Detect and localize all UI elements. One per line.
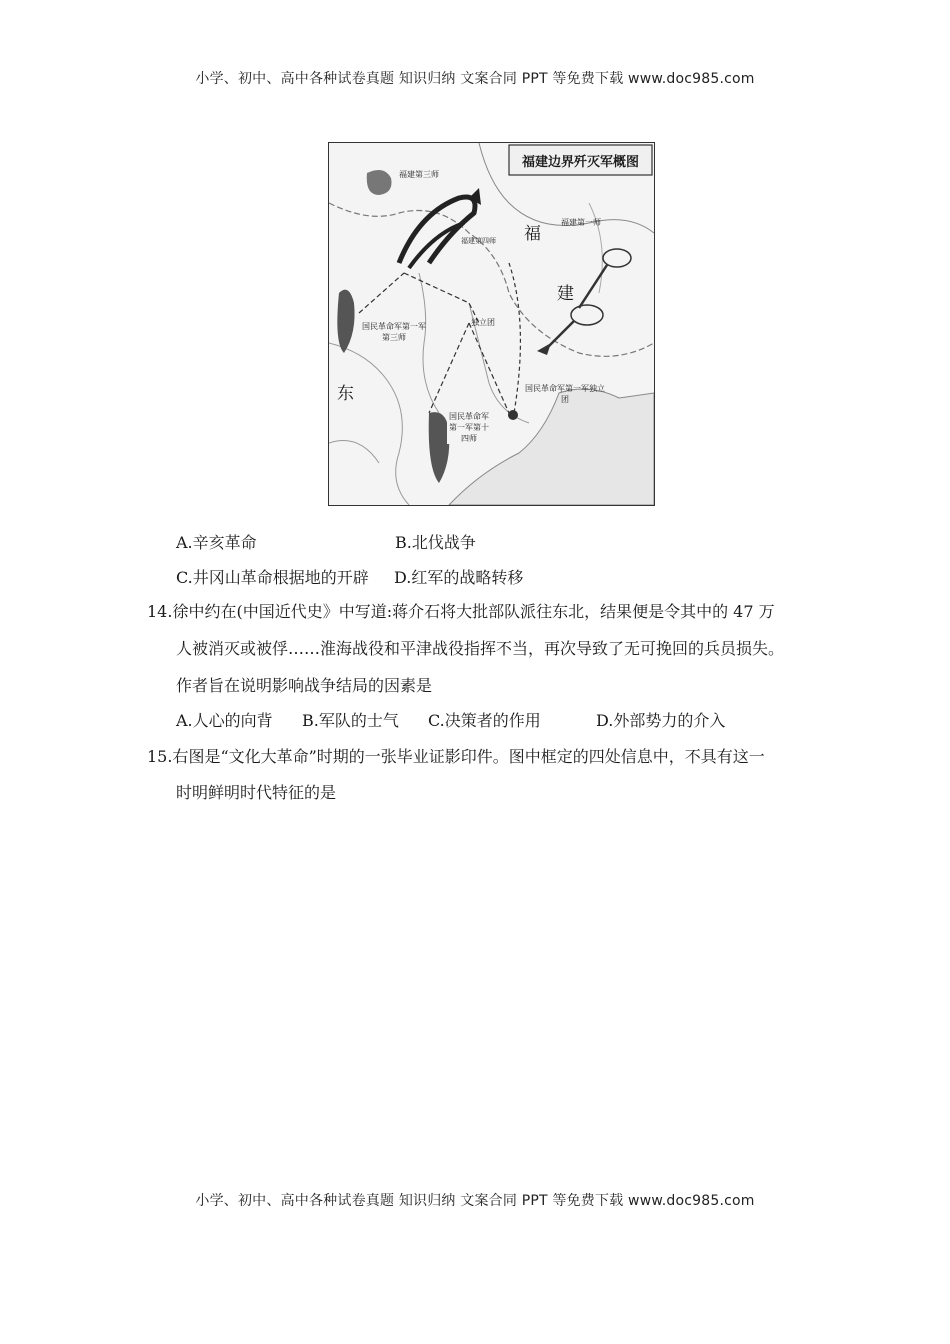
q14-option-c: C.决策者的作用 [428,711,541,730]
map-title: 福建边界歼灭军概图 [521,155,639,170]
map-label-ind: 独立团 [471,318,495,327]
q13-option-b: B.北伐战争 [395,533,476,552]
q13-option-a: A.辛亥革命 [176,533,257,552]
battle-map [328,142,655,506]
map-label-jian: 建 [557,284,574,304]
map-label-dong: 东 [337,384,354,404]
page-footer: 小学、初中、高中各种试卷真题 知识归纳 文案合同 PPT 等免费下载 www.doc985.com [195,1193,755,1209]
q14-line-3: 作者旨在说明影响战争结局的因素是 [176,676,433,695]
q14-option-a: A.人心的向背 [176,711,273,730]
q13-option-d: D.红军的战略转移 [394,568,524,587]
q13-option-c: C.井冈山革命根据地的开辟 [176,568,369,587]
map-label-nrc13: 国民革命军第一军第三师 [362,322,426,342]
map-label-nrc114: 国民革命军第一军第十四师 [449,412,489,443]
q15-line-2: 时明鲜明时代特征的是 [176,783,337,802]
map-label-nrc1ind: 国民革命军第一军独立团 [525,384,605,404]
q14-line-2: 人被消灭或被俘……淮海战役和平津战役指挥不当，再次导致了无可挽回的兵员损失。 [176,639,785,658]
page-header: 小学、初中、高中各种试卷真题 知识归纳 文案合同 PPT 等免费下载 www.doc985.com [195,71,755,87]
q14-option-b: B.军队的士气 [302,711,399,730]
q15-line-1: 15.右图是“文化大革命”时期的一张毕业证影印件。图中框定的四处信息中，不具有这一 [147,747,765,766]
q14-line-1: 14.徐中约在(中国近代史》中写道:蒋介石将大批部队派往东北，结果便是令其中的 47 万 [147,602,775,621]
map-label-fu: 福 [524,224,541,244]
map-label-fj4: 福建第四师 [461,237,496,245]
map-label-fj3: 福建第三师 [399,170,439,179]
map-label-fj1: 福建第一师 [561,218,601,227]
q14-option-d: D.外部势力的介入 [596,711,726,730]
